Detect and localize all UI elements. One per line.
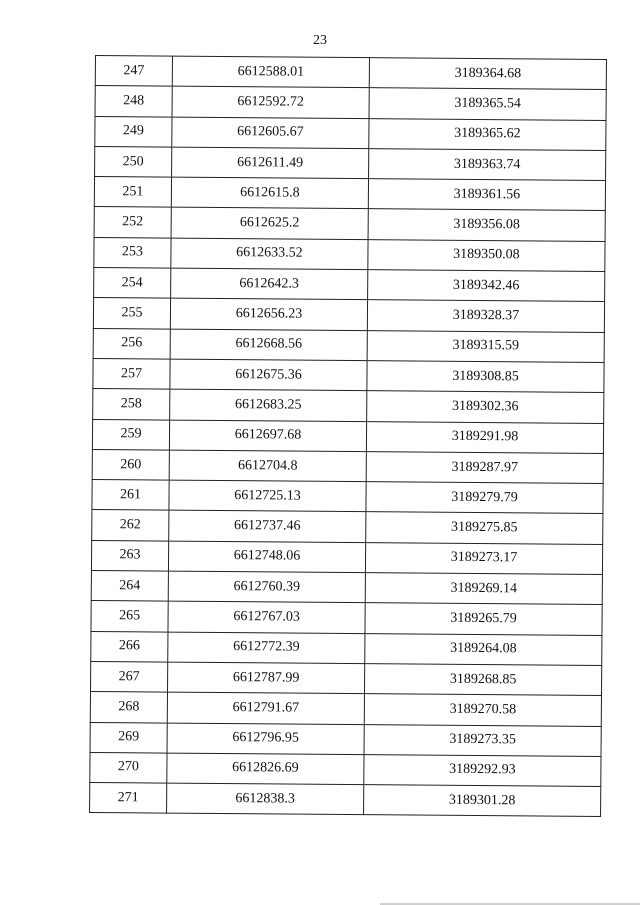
point-number-cell: 256 — [93, 328, 170, 359]
page-number: 23 — [313, 33, 327, 48]
y-coordinate-cell: 3189302.36 — [367, 391, 604, 423]
table-row — [95, 146, 606, 180]
y-coordinate-cell: 3189270.58 — [364, 694, 601, 726]
point-number-cell: 250 — [95, 146, 172, 177]
point-number-cell: 270 — [90, 752, 167, 783]
y-coordinate-cell: 3189292.93 — [364, 754, 601, 786]
x-coordinate-cell: 6612588.01 — [172, 56, 369, 88]
y-coordinate-cell: 3189279.79 — [366, 482, 603, 514]
y-coordinate-cell: 3189287.97 — [366, 452, 603, 484]
y-coordinate-cell: 3189275.85 — [366, 512, 603, 544]
table-row — [90, 722, 601, 756]
point-number-cell: 267 — [90, 661, 167, 692]
x-coordinate-cell: 6612611.49 — [172, 147, 369, 179]
table-row — [94, 237, 605, 271]
point-number-cell: 257 — [93, 358, 170, 389]
x-coordinate-cell: 6612704.8 — [169, 450, 366, 482]
y-coordinate-cell: 3189364.68 — [369, 58, 606, 90]
y-coordinate-cell: 3189308.85 — [367, 361, 604, 393]
point-number-cell: 258 — [93, 389, 170, 420]
y-coordinate-cell: 3189356.08 — [368, 209, 605, 241]
table-row — [95, 56, 606, 90]
x-coordinate-cell: 6612625.2 — [171, 208, 368, 240]
point-number-cell: 261 — [92, 480, 169, 511]
table-row — [93, 389, 604, 423]
point-number-cell: 266 — [91, 631, 168, 662]
x-coordinate-cell: 6612748.06 — [168, 541, 365, 573]
x-coordinate-cell: 6612656.23 — [170, 298, 367, 330]
y-coordinate-cell: 3189361.56 — [368, 179, 605, 211]
table-row — [90, 752, 601, 786]
table-row — [92, 480, 603, 514]
point-number-cell: 265 — [91, 601, 168, 632]
x-coordinate-cell: 6612760.39 — [168, 571, 365, 603]
point-number-cell: 251 — [94, 177, 171, 208]
coordinates-table — [89, 55, 607, 817]
x-coordinate-cell: 6612737.46 — [169, 511, 366, 543]
point-number-cell: 248 — [95, 86, 172, 117]
y-coordinate-cell: 3189264.08 — [365, 633, 602, 665]
y-coordinate-cell: 3189363.74 — [369, 149, 606, 181]
point-number-cell: 271 — [90, 783, 167, 814]
table-row — [92, 419, 603, 453]
table-row — [90, 661, 601, 695]
x-coordinate-cell: 6612642.3 — [171, 268, 368, 300]
x-coordinate-cell: 6612605.67 — [172, 117, 369, 149]
point-number-cell: 254 — [94, 268, 171, 299]
x-coordinate-cell: 6612826.69 — [167, 753, 364, 785]
point-number-cell: 264 — [91, 571, 168, 602]
y-coordinate-cell: 3189269.14 — [365, 573, 602, 605]
point-number-cell: 259 — [92, 419, 169, 450]
point-number-cell: 252 — [94, 207, 171, 238]
point-number-cell: 269 — [90, 722, 167, 753]
y-coordinate-cell: 3189342.46 — [368, 270, 605, 302]
x-coordinate-cell: 6612615.8 — [171, 177, 368, 209]
x-coordinate-cell: 6612796.95 — [167, 723, 364, 755]
table-row — [94, 207, 605, 241]
table-row — [91, 571, 602, 605]
y-coordinate-cell: 3189273.35 — [364, 724, 601, 756]
table-row — [93, 358, 604, 392]
x-coordinate-cell: 6612683.25 — [170, 389, 367, 421]
x-coordinate-cell: 6612725.13 — [169, 480, 366, 512]
table-row — [93, 298, 604, 332]
x-coordinate-cell: 6612791.67 — [167, 692, 364, 724]
x-coordinate-cell: 6612767.03 — [168, 601, 365, 633]
table-row — [95, 86, 606, 120]
point-number-cell: 260 — [92, 449, 169, 480]
point-number-cell: 253 — [94, 237, 171, 268]
x-coordinate-cell: 6612592.72 — [172, 86, 369, 118]
point-number-cell: 249 — [95, 116, 172, 147]
y-coordinate-cell: 3189350.08 — [368, 239, 605, 271]
x-coordinate-cell: 6612633.52 — [171, 238, 368, 270]
point-number-cell: 247 — [95, 56, 172, 87]
x-coordinate-cell: 6612838.3 — [167, 783, 364, 815]
table-row — [91, 631, 602, 665]
y-coordinate-cell: 3189328.37 — [367, 300, 604, 332]
y-coordinate-cell: 3189315.59 — [367, 330, 604, 362]
table-row — [94, 177, 605, 211]
table-row — [94, 268, 605, 302]
coordinates-table-body — [90, 56, 607, 817]
x-coordinate-cell: 6612675.36 — [170, 359, 367, 391]
y-coordinate-cell: 3189265.79 — [365, 603, 602, 635]
x-coordinate-cell: 6612772.39 — [168, 632, 365, 664]
table-row — [91, 540, 602, 574]
y-coordinate-cell: 3189268.85 — [364, 664, 601, 696]
point-number-cell: 255 — [93, 298, 170, 329]
x-coordinate-cell: 6612697.68 — [169, 420, 366, 452]
y-coordinate-cell: 3189365.54 — [369, 88, 606, 120]
table-row — [92, 510, 603, 544]
table-row — [90, 783, 601, 817]
point-number-cell: 262 — [92, 510, 169, 541]
y-coordinate-cell: 3189291.98 — [366, 421, 603, 453]
point-number-cell: 268 — [90, 692, 167, 723]
table-row — [91, 601, 602, 635]
point-number-cell: 263 — [91, 540, 168, 571]
table-row — [90, 692, 601, 726]
x-coordinate-cell: 6612787.99 — [167, 662, 364, 694]
table-row — [93, 328, 604, 362]
table-row — [95, 116, 606, 150]
y-coordinate-cell: 3189365.62 — [369, 118, 606, 150]
table-row — [92, 449, 603, 483]
x-coordinate-cell: 6612668.56 — [170, 329, 367, 361]
y-coordinate-cell: 3189273.17 — [365, 542, 602, 574]
y-coordinate-cell: 3189301.28 — [364, 785, 601, 817]
